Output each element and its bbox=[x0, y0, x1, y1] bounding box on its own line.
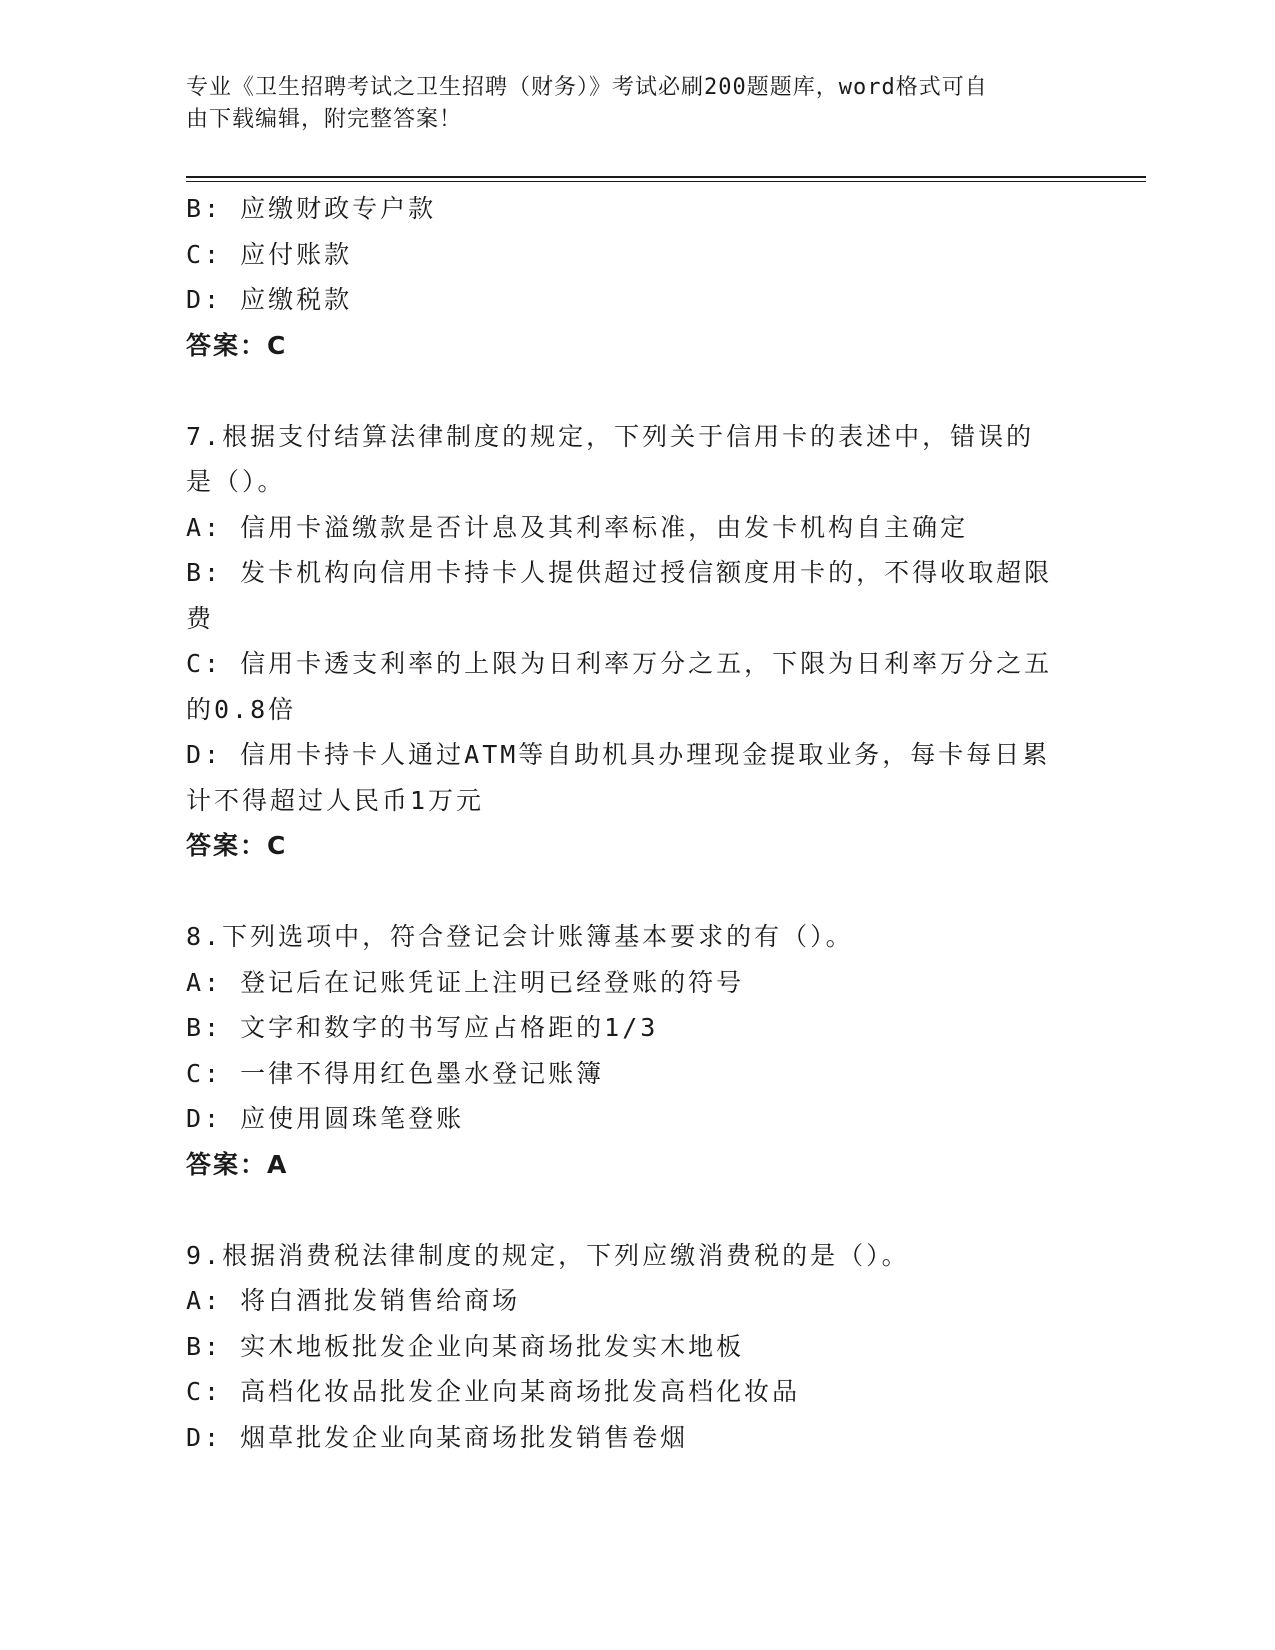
option-a: A: 将白酒批发销售给商场 bbox=[186, 1286, 521, 1315]
option-b-continued: 费 bbox=[186, 603, 215, 633]
option-b: B: 文字和数字的书写应占格距的1/3 bbox=[186, 1013, 659, 1042]
option-d: D: 应缴税款 bbox=[186, 285, 353, 314]
option-a: A: 信用卡溢缴款是否计息及其利率标准，由发卡机构自主确定 bbox=[186, 512, 969, 542]
header-line-1: 专业《卫生招聘考试之卫生招聘（财务）》考试必刷200题题库，word格式可自 bbox=[186, 75, 988, 100]
answer-line: 答案：C bbox=[186, 831, 288, 860]
question-stem: 8.下列选项中，符合登记会计账簿基本要求的有（）。 bbox=[186, 922, 854, 951]
option-c: C: 应付账款 bbox=[186, 239, 353, 269]
question-stem: 7.根据支付结算法律制度的规定，下列关于信用卡的表述中，错误的 bbox=[186, 421, 1035, 451]
document-header bbox=[186, 72, 1066, 136]
question-list bbox=[186, 186, 1086, 1460]
header-line-2: 由下载编辑，附完整答案！ bbox=[186, 107, 463, 132]
question-block-6 bbox=[186, 186, 1086, 368]
option-c: C: 一律不得用红色墨水登记账簿 bbox=[186, 1058, 605, 1088]
option-a: A: 登记后在记账凭证上注明已经登账的符号 bbox=[186, 967, 745, 997]
option-d: D: 烟草批发企业向某商场批发销售卷烟 bbox=[186, 1422, 689, 1452]
spacer bbox=[186, 869, 1086, 915]
option-c-continued: 的0.8倍 bbox=[186, 694, 297, 724]
option-b: B: 应缴财政专户款 bbox=[186, 194, 437, 223]
answer-line: 答案：C bbox=[186, 330, 288, 360]
option-c: C: 高档化妆品批发企业向某商场批发高档化妆品 bbox=[186, 1377, 801, 1406]
header-divider-thick bbox=[186, 176, 1146, 178]
spacer bbox=[186, 368, 1086, 414]
question-stem: 9.根据消费税法律制度的规定，下列应缴消费税的是（）。 bbox=[186, 1240, 910, 1270]
answer-line: 答案：A bbox=[186, 1149, 289, 1179]
question-block-7 bbox=[186, 414, 1086, 869]
question-stem-continued: 是（）。 bbox=[186, 467, 286, 496]
option-d: D: 应使用圆珠笔登账 bbox=[186, 1104, 465, 1133]
option-b: B: 实木地板批发企业向某商场批发实木地板 bbox=[186, 1331, 745, 1361]
option-d: D: 信用卡持卡人通过ATM等自助机具办理现金提取业务，每卡每日累 bbox=[186, 740, 1051, 769]
option-d-continued: 计不得超过人民币1万元 bbox=[186, 785, 485, 815]
option-b: B: 发卡机构向信用卡持卡人提供超过授信额度用卡的，不得收取超限 bbox=[186, 558, 1053, 587]
spacer bbox=[186, 1187, 1086, 1233]
option-c: C: 信用卡透支利率的上限为日利率万分之五，下限为日利率万分之五 bbox=[186, 649, 1053, 678]
question-block-8 bbox=[186, 914, 1086, 1187]
header-divider-thin bbox=[186, 181, 1146, 182]
question-block-9 bbox=[186, 1233, 1086, 1461]
